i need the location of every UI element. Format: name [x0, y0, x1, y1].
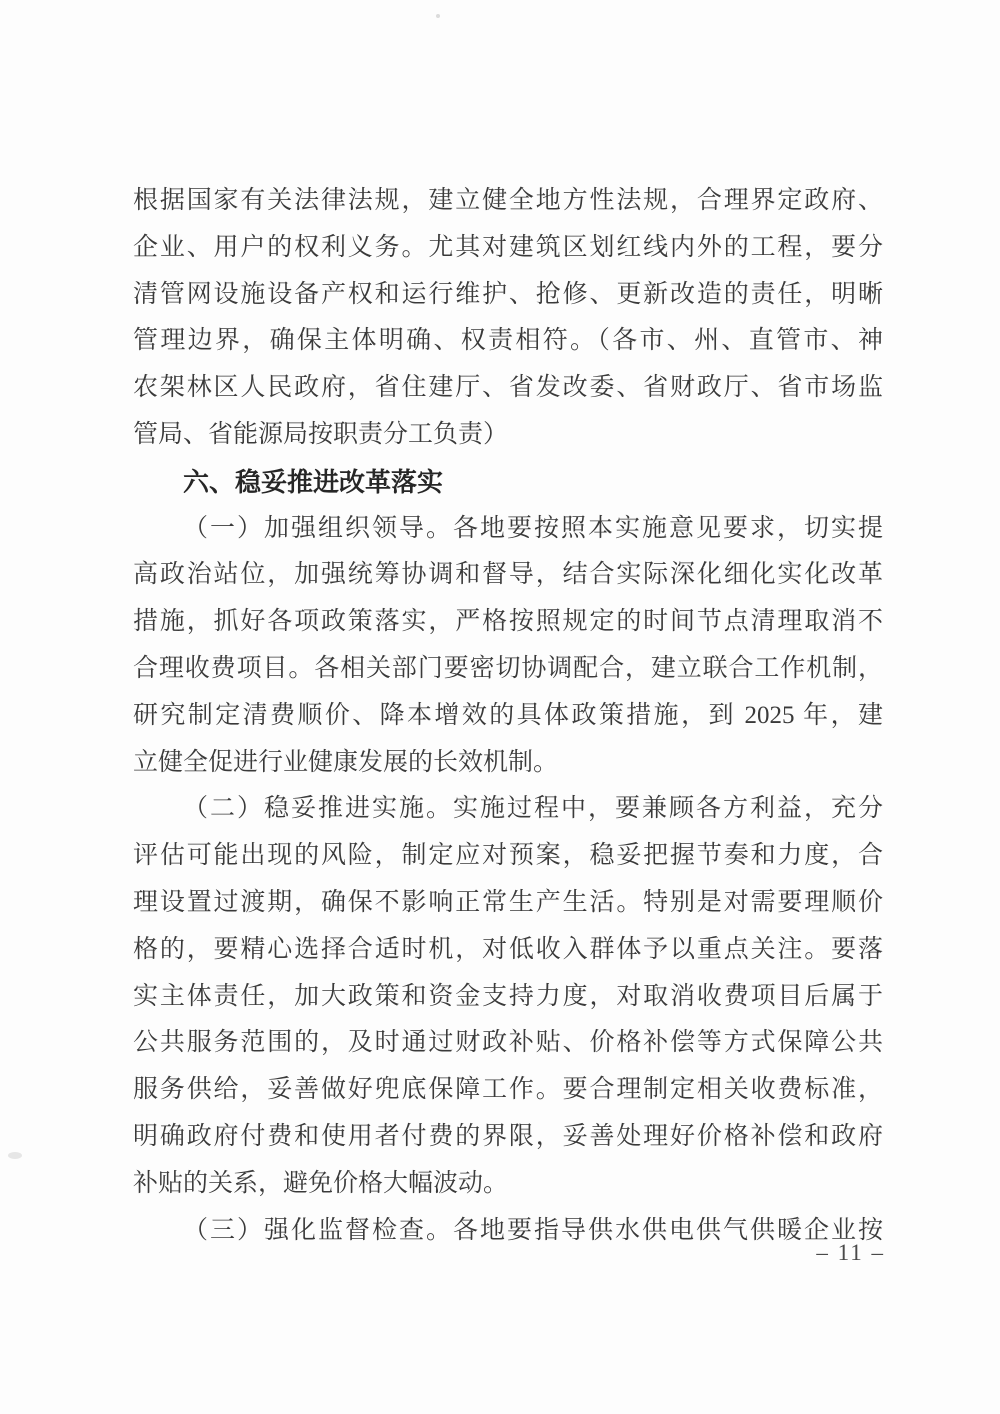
page-number: – 11 – [816, 1240, 885, 1265]
section-heading: 六、稳妥推进改革落实 [183, 466, 444, 497]
text-line: 理设置过渡期，确保不影响正常生产生活。特别是对需要理顺价 [133, 888, 883, 916]
text-line: 明确政府付费和使用者付费的界限，妥善处理好价格补偿和政府 [133, 1122, 883, 1150]
document-body [133, 178, 883, 1254]
text-line: 服务供给，妥善做好兜底保障工作。要合理制定相关收费标准， [133, 1076, 883, 1104]
text-line: 补贴的关系，避免价格大幅波动。 [133, 1169, 509, 1197]
text-line: （二）稳妥推进实施。实施过程中，要兼顾各方利益，充分 [183, 795, 883, 823]
text-line: 格的，要精心选择合适时机，对低收入群体予以重点关注。要落 [133, 935, 883, 963]
text-line: （一）加强组织领导。各地要按照本实施意见要求，切实提 [183, 514, 883, 542]
scan-artifact-smudge [8, 1152, 22, 1159]
text-line: 高政治站位，加强统筹协调和督导，结合实际深化细化实化改革 [133, 561, 883, 589]
text-line: 管理边界，确保主体明确、权责相符。（各市、州、直管市、神 [133, 327, 883, 355]
text-line: （三）强化监督检查。各地要指导供水供电供气供暖企业按 [183, 1216, 883, 1244]
text-line: 公共服务范围的，及时通过财政补贴、价格补偿等方式保障公共 [133, 1029, 883, 1057]
scan-artifact-dot [436, 14, 440, 18]
text-line: 评估可能出现的风险，制定应对预案，稳妥把握节奏和力度，合 [133, 842, 883, 870]
text-line: 措施，抓好各项政策落实，严格按照规定的时间节点清理取消不 [133, 608, 883, 636]
text-line: 企业、用户的权利义务。尤其对建筑区划红线内外的工程，要分 [133, 233, 883, 261]
text-line: 合理收费项目。各相关部门要密切协调配合，建立联合工作机制， [133, 654, 883, 682]
text-line: 管局、省能源局按职责分工负责） [133, 420, 509, 448]
text-line: 实主体责任，加大政策和资金支持力度，对取消收费项目后属于 [133, 982, 883, 1010]
text-line: 农架林区人民政府，省住建厅、省发改委、省财政厅、省市场监 [133, 374, 883, 402]
text-line: 根据国家有关法律法规，建立健全地方性法规，合理界定政府、 [133, 187, 883, 214]
text-line: 清管网设施设备产权和运行维护、抢修、更新改造的责任，明晰 [133, 280, 883, 308]
text-line: 立健全促进行业健康发展的长效机制。 [133, 748, 559, 776]
text-line: 研究制定清费顺价、降本增效的具体政策措施，到 2025 年，建 [133, 701, 883, 729]
